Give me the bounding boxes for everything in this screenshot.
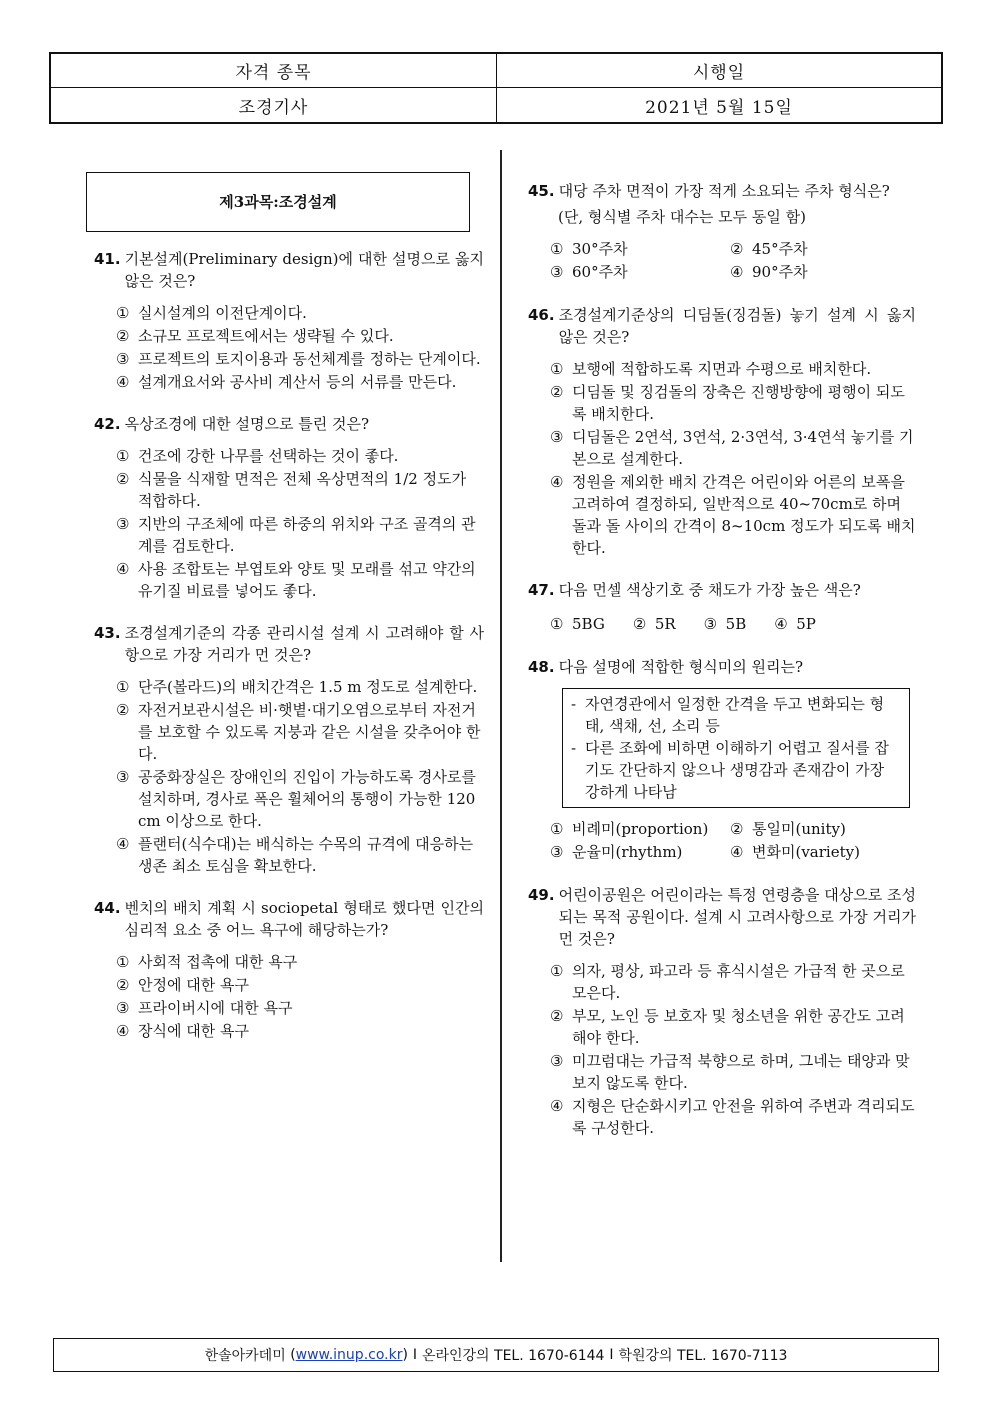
question-47 [528,579,916,636]
option-mark: ① [116,304,130,322]
option-text: 보행에 적합하도록 지면과 수평으로 배치한다. [572,360,872,378]
option-mark: ③ [550,428,564,446]
option-mark: ② [730,820,744,838]
option-text: 사회적 접촉에 대한 욕구 [138,953,298,971]
option [116,371,484,393]
question-number: 43. [94,624,121,642]
option-text: 디딤돌 및 징검돌의 장축은 진행방향에 평행이 되도록 배치한다. [572,383,905,423]
option-mark: ③ [550,263,564,281]
option [116,833,484,877]
question-text: 벤치의 배치 계획 시 sociopetal 형태로 했다면 인간의 심리적 요소 중 어느 욕구에 해당하는가? [124,899,484,939]
option-text: 5P [796,615,816,633]
option-mark: ④ [730,263,744,281]
option-mark: ③ [550,843,564,861]
option-text: 미끄럼대는 가급적 북향으로 하며, 그네는 태양과 맞보지 않도록 한다. [572,1052,910,1092]
option-mark: ② [550,1007,564,1025]
right-column [528,180,916,1159]
option-mark: ④ [116,373,130,391]
question-text: 조경설계기준의 각종 관리시설 설계 시 고려해야 할 사항으로 가장 거리가 먼 것은? [124,624,484,664]
option-mark: ④ [116,1022,130,1040]
question-number: 49. [528,886,555,904]
option-mark: ① [550,962,564,980]
academy-name: 한솔아카데미 [204,1348,286,1364]
option-mark: ③ [703,615,718,633]
option-text: 5BG [572,615,605,633]
description-text: 자연경관에서 일정한 간격을 두고 변화되는 형태, 색채, 선, 소리 등 [585,695,885,735]
option [116,699,484,765]
exam-type-value: 조경기사 [51,88,497,122]
option-text: 변화미(variety) [752,843,860,861]
option [730,841,916,863]
option-text: 플랜터(식수대)는 배식하는 수목의 규격에 대응하는 생존 최소 토심을 확보한다. [138,835,474,875]
option-mark: ④ [116,560,130,578]
academy-website-link[interactable]: www.inup.co.kr [295,1347,403,1363]
option-text: 정원을 제외한 배치 간격은 어린이와 어른의 보폭을 고려하여 결정하되, 일반적으로 40~70cm로 하며 돌과 돌 사이의 간격이 8~10cm 정도가 되도록 배치한다. [572,473,916,557]
option-text: 부모, 노인 등 보호자 및 청소년을 위한 공간도 고려해야 한다. [572,1007,905,1047]
question-number: 45. [528,182,555,200]
question-43 [94,622,484,877]
option [550,426,916,470]
option-mark: ③ [550,1052,564,1070]
paren-open: ( [290,1347,296,1363]
description-line: - 다른 조화에 비하면 이해하기 어렵고 질서를 잡기도 간단하지 않으나 생명감과 존재감이 가장 강하게 나타남 [571,737,901,803]
option-text: 장식에 대한 욕구 [138,1022,249,1040]
option-text: 공중화장실은 장애인의 진입이 가능하도록 경사로를 설치하며, 경사로 폭은 휠체어의 통행이 가능한 120 cm 이상으로 한다. [138,768,476,830]
option-text: 건조에 강한 나무를 선택하는 것이 좋다. [138,447,399,465]
option-mark: ② [730,240,744,258]
option [550,960,916,1004]
option-text: 45°주차 [752,240,808,258]
footer-bar [53,1338,939,1372]
option-mark: ① [116,953,130,971]
option-text: 프로젝트의 토지이용과 동선체계를 정하는 단계이다. [138,350,481,368]
option-mark: ② [116,701,130,719]
question-46 [528,304,916,559]
option [116,676,484,698]
question-49 [528,884,916,1139]
option [116,1020,484,1042]
option-text: 지반의 구조체에 따른 하중의 위치와 구조 골격의 관계를 검토한다. [138,515,476,555]
option [116,974,484,996]
exam-date-header: 시행일 [497,54,941,88]
option [116,468,484,512]
question-condition: (단, 형식별 주차 대수는 모두 동일 함) [558,208,806,226]
option [550,381,916,425]
question-number: 46. [528,306,555,324]
option [704,613,747,635]
option-mark: ② [632,615,647,633]
question-41 [94,248,484,393]
option [116,766,484,832]
option-mark: ③ [116,350,130,368]
option-mark: ④ [116,835,130,853]
question-number: 41. [94,250,121,268]
online-lecture-phone: 온라인강의 TEL. 1670-6144 [421,1348,605,1364]
option-mark: ④ [550,1097,564,1115]
question-number: 47. [528,581,555,599]
option [550,1095,916,1139]
option-mark: ④ [550,473,564,491]
question-45 [528,180,916,284]
question-44 [94,897,484,1042]
option-mark: ② [550,383,564,401]
option [116,302,484,324]
option [116,445,484,467]
question-48 [528,656,916,864]
question-text: 어린이공원은 어린이라는 특정 연령층을 대상으로 조성되는 목적 공원이다. 설계 시 고려사항으로 가장 거리가 먼 것은? [558,886,916,948]
option-text: 지형은 단순화시키고 안전을 위하여 주변과 격리되도록 구성한다. [572,1097,915,1137]
option-mark: ④ [730,843,744,861]
option [116,997,484,1019]
option [550,1005,916,1049]
separator: I [412,1347,418,1363]
column-divider [500,150,502,1262]
option-mark: ① [550,615,564,633]
option [633,613,676,635]
option-text: 소규모 프로젝트에서는 생략될 수 있다. [138,327,394,345]
option-mark: ② [116,327,130,345]
option-text: 설계개요서와 공사비 계산서 등의 서류를 만든다. [138,373,457,391]
option-mark: ③ [116,999,130,1017]
option [550,471,916,559]
option-text: 60°주차 [572,263,628,281]
option-mark: ④ [774,615,788,633]
question-number: 48. [528,658,555,676]
option [550,261,730,283]
description-line: - 자연경관에서 일정한 간격을 두고 변화되는 형태, 색채, 선, 소리 등 [571,693,901,737]
option [730,261,916,283]
option-text: 5R [654,615,676,633]
option-text: 프라이버시에 대한 욕구 [138,999,293,1017]
question-text: 기본설계(Preliminary design)에 대한 설명으로 옳지 않은 것은? [124,250,484,290]
option [730,818,916,840]
option-text: 사용 조합토는 부엽토와 양토 및 모래를 섞고 약간의 유기질 비료를 넣어도 좋다. [138,560,476,600]
option [116,951,484,973]
option-text: 비례미(proportion) [572,820,709,838]
option-mark: ② [116,976,130,994]
subject-title: 제3과목:조경설계 [86,172,470,232]
option-text: 실시설계의 이전단계이다. [138,304,307,322]
option-text: 안정에 대한 욕구 [138,976,249,994]
option [550,613,605,635]
option [550,358,916,380]
option-text: 의자, 평상, 파고라 등 휴식시설은 가급적 한 곳으로 모은다. [572,962,905,1002]
description-text: 다른 조화에 비하면 이해하기 어렵고 질서를 잡기도 간단하지 않으나 생명감과 존재감이 가장 강하게 나타남 [585,739,889,801]
option-text: 운율미(rhythm) [572,843,683,861]
option-mark: ① [116,447,130,465]
option [550,841,730,863]
option-text: 단주(볼라드)의 배치간격은 1.5 m 정도로 설계한다. [138,678,478,696]
question-number: 44. [94,899,121,917]
option-mark: ① [550,360,564,378]
option [774,613,816,635]
option-mark: ② [116,470,130,488]
option-mark: ③ [116,515,130,533]
option-mark: ① [550,240,564,258]
description-box [562,688,910,808]
option [730,238,916,260]
option-text: 5B [725,615,747,633]
option-text: 식물을 식재할 면적은 전체 옥상면적의 1/2 정도가 적합하다. [138,470,467,510]
academy-lecture-phone: 학원강의 TEL. 1670-7113 [618,1348,788,1364]
exam-info-table [49,52,943,124]
question-text: 다음 먼셀 색상기호 중 채도가 가장 높은 색은? [558,581,861,599]
option [116,513,484,557]
exam-type-header: 자격 종목 [51,54,497,88]
question-text: 대당 주차 면적이 가장 적게 소요되는 주차 형식은? [558,182,890,200]
option [550,1050,916,1094]
paren-close: ) [402,1347,408,1363]
option-text: 90°주차 [752,263,808,281]
option-mark: ① [116,678,130,696]
option-text: 30°주차 [572,240,628,258]
option-text: 통일미(unity) [752,820,846,838]
exam-date-value: 2021년 5월 15일 [645,97,793,118]
option [116,325,484,347]
option-text: 자전거보관시설은 비·햇볕·대기오염으로부터 자전거를 보호할 수 있도록 지붕과 같은 시설을 갖추어야 한다. [138,701,481,763]
option-mark: ③ [116,768,130,786]
question-text: 조경설계기준상의 디딤돌(징검돌) 놓기 설계 시 옳지 않은 것은? [558,306,916,346]
option [116,558,484,602]
option-mark: ① [550,820,564,838]
option-text: 디딤돌은 2연석, 3연석, 2·3연석, 3·4연석 놓기를 기본으로 설계한다. [572,428,914,468]
question-42 [94,413,484,602]
question-text: 옥상조경에 대한 설명으로 틀린 것은? [124,415,370,433]
option [116,348,484,370]
left-column [94,172,484,1062]
question-text: 다음 설명에 적합한 형식미의 원리는? [558,658,804,676]
option [550,818,730,840]
option [550,238,730,260]
question-number: 42. [94,415,121,433]
separator: I [609,1347,614,1363]
